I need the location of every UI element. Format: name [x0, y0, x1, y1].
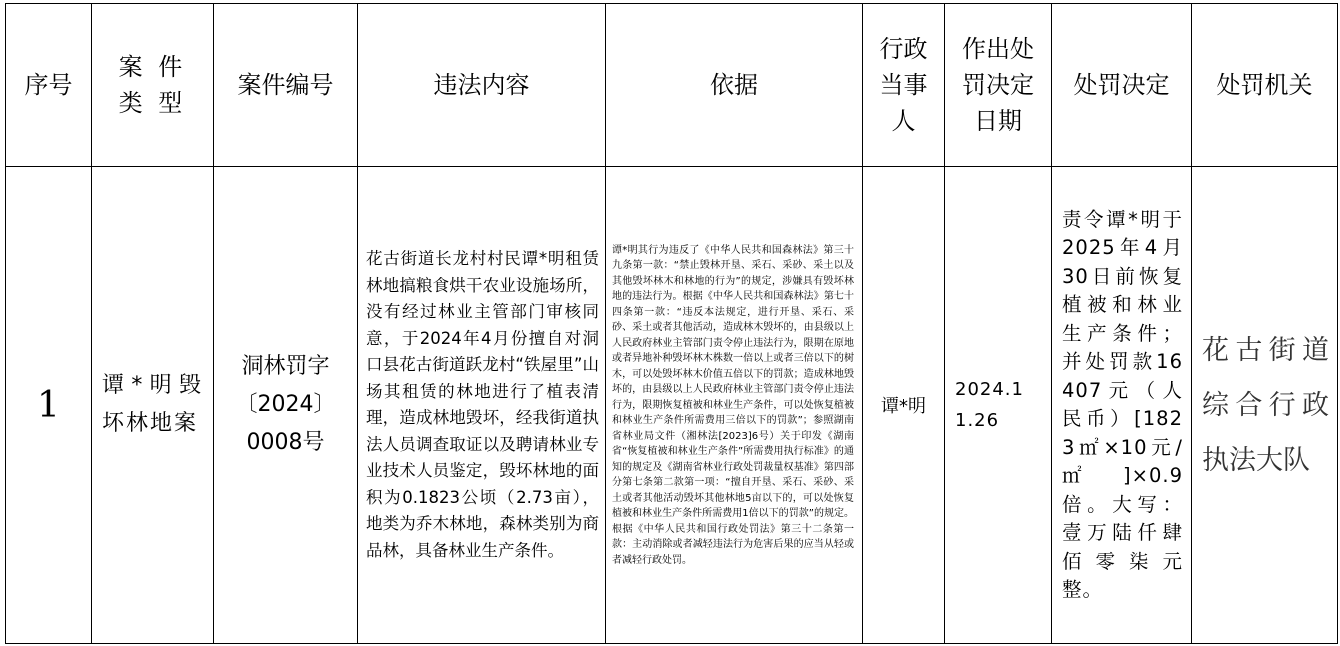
header-basis: 依据: [606, 4, 863, 167]
header-seq: 序号: [6, 4, 92, 167]
header-decision-date: 作出处罚决定日期: [945, 4, 1052, 167]
cell-decision: [1052, 167, 1192, 644]
decision-text: 责令谭*明于2025年4月30日前恢复植被和林业生产条件；并处罚款16407元（人民币）[1823㎡×10元/㎡]×0.9倍。大写：壹万陆仟肆佰零柒元整。: [1062, 207, 1183, 601]
cell-seq: 1: [6, 167, 92, 644]
cell-authority: 花古街道综合行政执法大队: [1192, 167, 1338, 644]
cell-violation: 花古街道长龙村村民谭*明租赁林地搞粮食烘干农业设施场所，没有经过林业主管部门审核同意，于2024年4月份擅自对洞口县花古街道跃龙村“铁屋里”山场其租赁的林地进行了植表清理，造成林地毁坏，经我街道执法人员调查取证以及聘请林业专业技术人员鉴定，毁坏林地的面积为0.1823公顷（2.73亩），地类为乔木林地，森林类别为商品林，具备林业生产条件。: [358, 167, 606, 644]
header-case-no: 案件编号: [214, 4, 358, 167]
header-decision: 处罚决定: [1052, 4, 1192, 167]
case-number-text: 洞林罚字〔2024〕0008号: [235, 354, 336, 455]
cell-party: 谭*明: [863, 167, 945, 644]
cell-decision-date: [945, 167, 1052, 644]
header-violation: 违法内容: [358, 4, 606, 167]
basis-text: 谭*明其行为违反了《中华人民共和国森林法》第三十九条第一款：“禁止毁林开垦、采石、采砂、采土以及其他毁坏林木和林地的行为”的规定，涉嫌具有毁坏林地的违法行为。根据《中华人民共和国森林法》第七十四条第一款：“违反本法规定，进行开垦、采石、采砂、采土或者其他活动，造成林木毁坏的，由县级以上人民政府林业主管部门责令停止违法行为，限期在原地或者异地补种毁坏林木株数一倍以上或者三倍以下的树木，可以处毁坏林木价值五倍以下的罚款；造成林地毁坏的，由县级以上人民政府林业主管部门责令停止违法行为，限期恢复植被和林业生产条件，可以处恢复植被和林业生产条件所需费用三倍以下的罚款”；参照湖南省林业局文件（湘林法[2023]6号）关于印发《湖南省“恢复植被和林业生产条件”所需费用执行标准》的通知的规定及《湖南省林业行政处罚裁量权基准》第四部分第七条第二款第一项：“擅自开垦、采石、采砂、采土或者其他活动毁坏其他林地5亩以下的，可以处恢复植被和林业生产条件所需费用1倍以下的罚款”的规定。根据《中华人民共和国行政处罚法》第三十二条第一款：主动消除或者减轻违法行为危害后果的应当从轻或者减轻行政处罚。: [612, 244, 854, 566]
penalty-table: [5, 3, 1338, 644]
table-row: [6, 167, 1338, 644]
decision-date-text: 2024.11.26: [955, 379, 1024, 431]
cell-basis: [606, 167, 863, 644]
header-row: [6, 4, 1338, 167]
cell-case-type: 谭*明毁坏林地案: [92, 167, 214, 644]
header-authority: 处罚机关: [1192, 4, 1338, 167]
header-case-type: 案 件 类 型: [92, 4, 214, 167]
header-party: 行政当事人: [863, 4, 945, 167]
cell-case-no: [214, 167, 358, 644]
